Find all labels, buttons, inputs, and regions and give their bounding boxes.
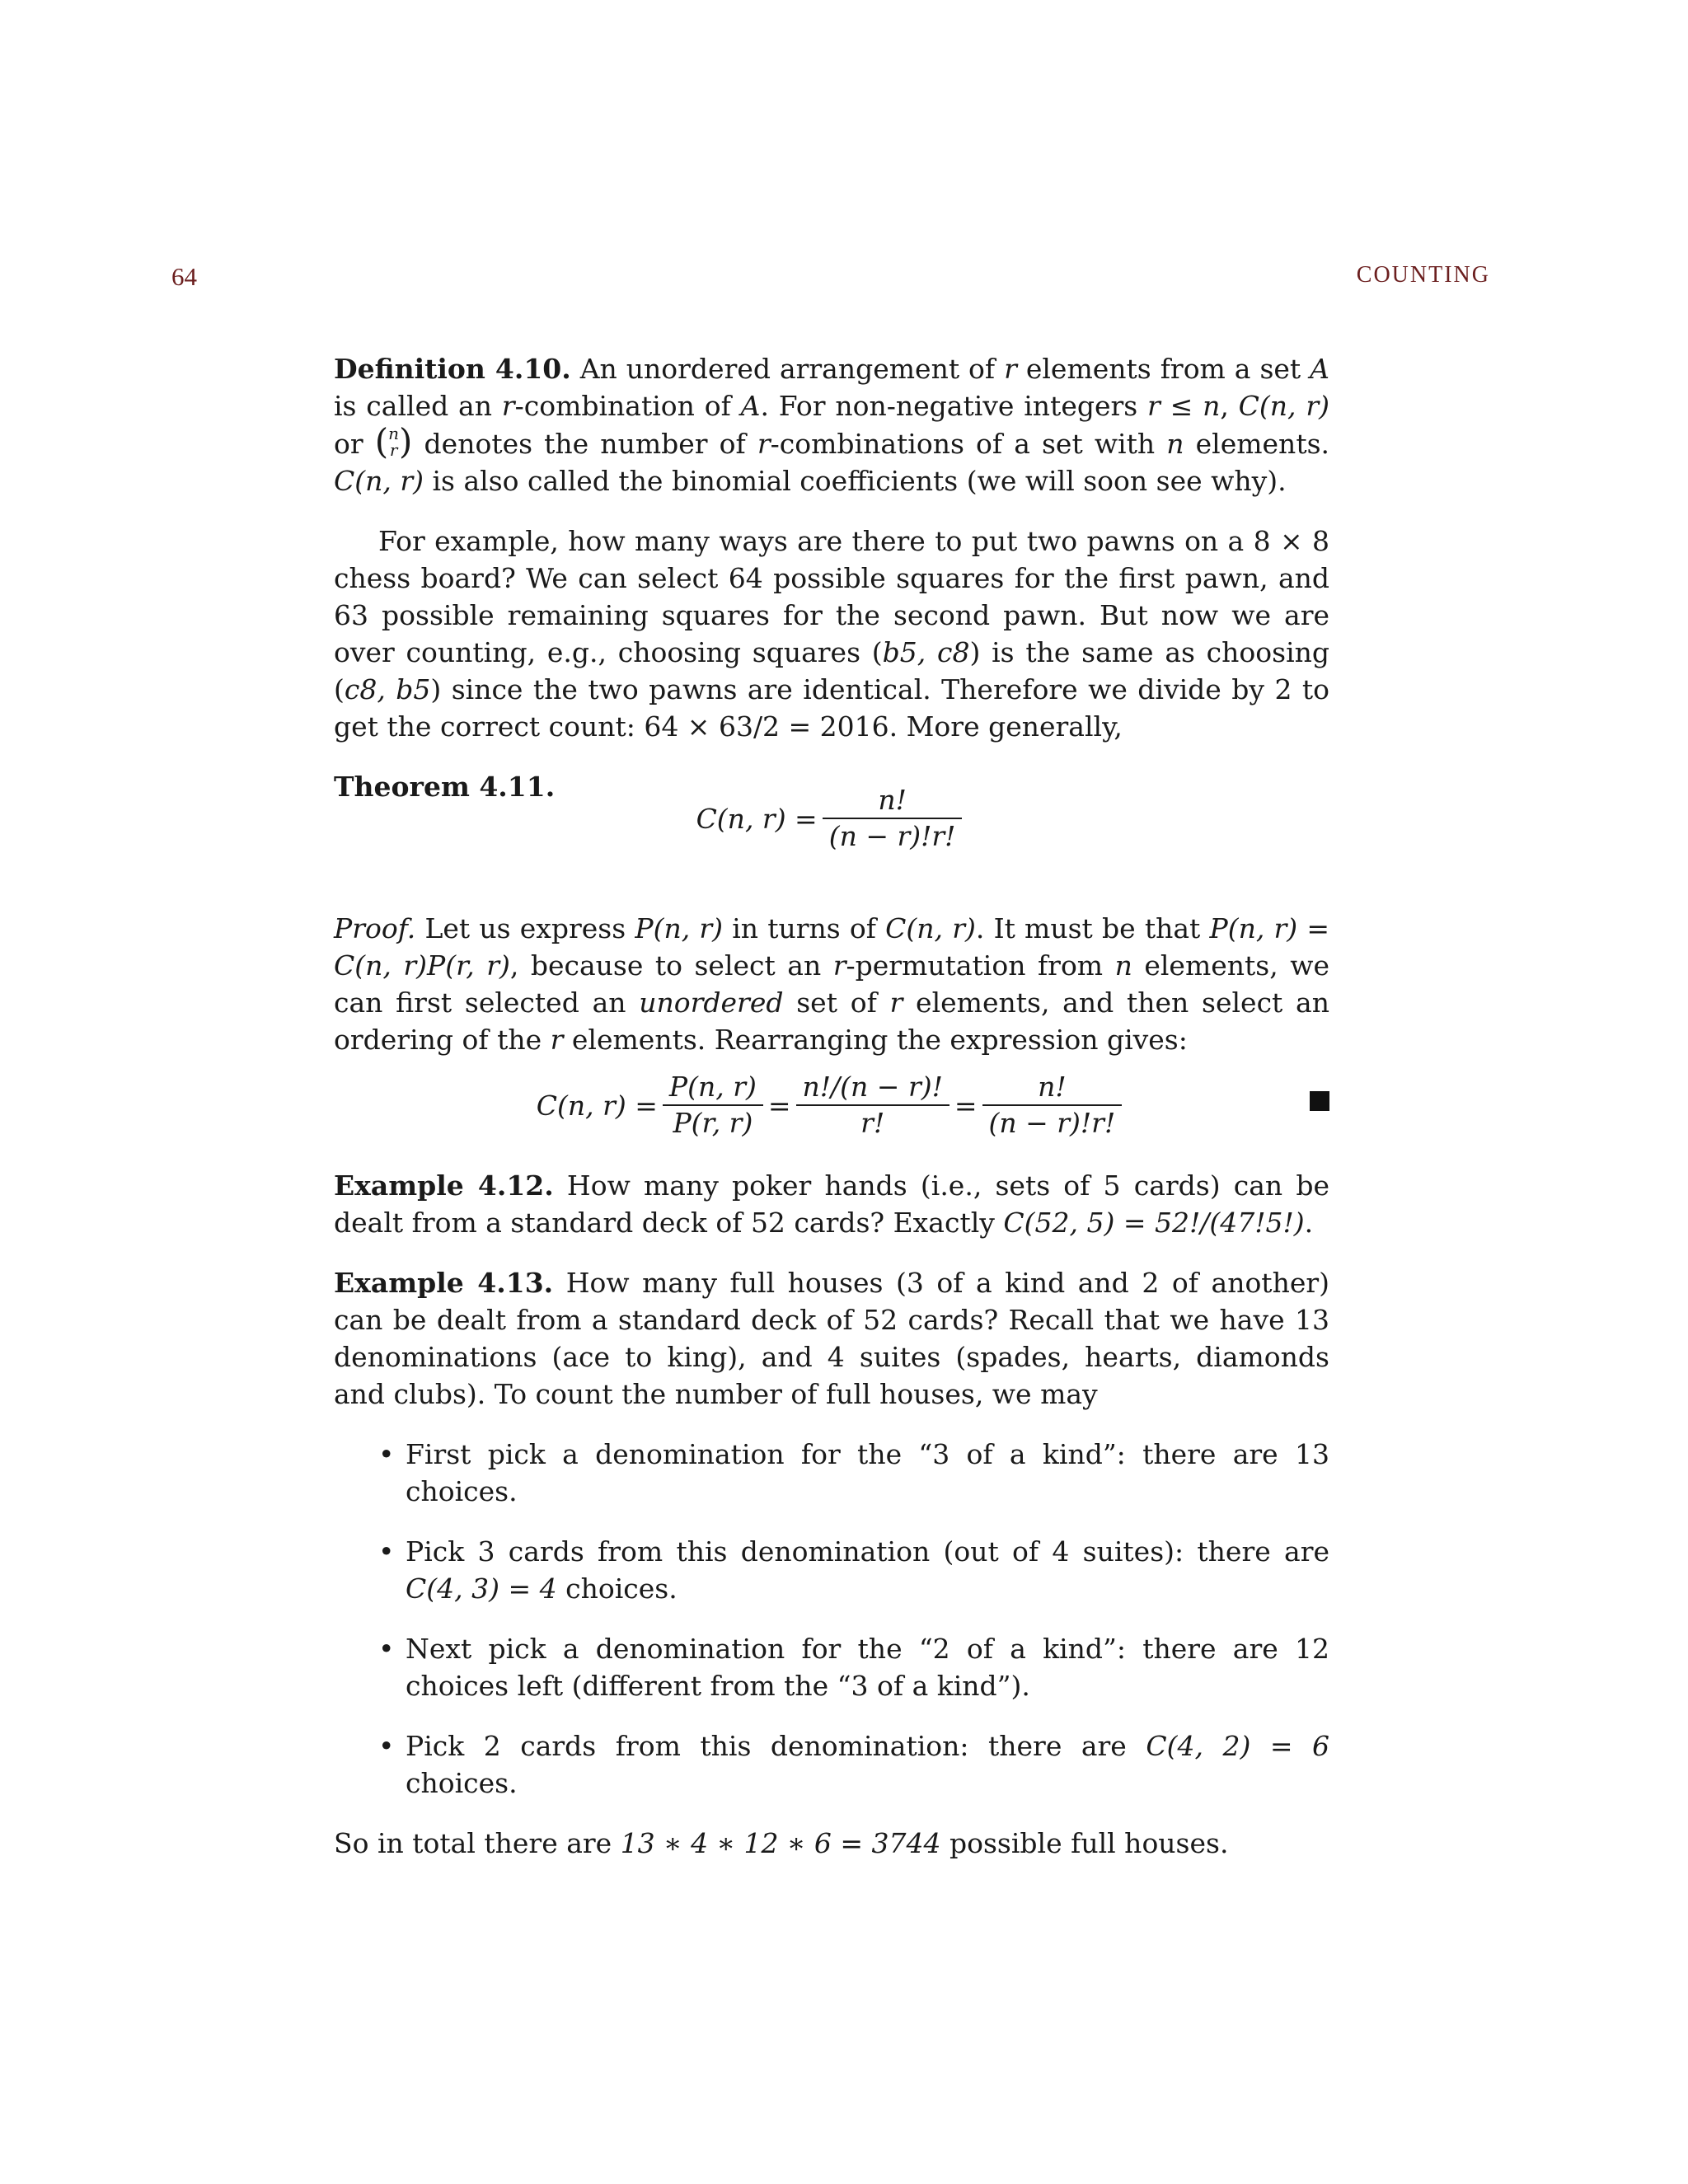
definition-text: elements. (1184, 428, 1329, 460)
math-condition: r ≤ n (1147, 390, 1221, 422)
paragraph-text: ) is the same as choosing ( (334, 636, 1330, 705)
math-squares: c8, b5 (344, 673, 431, 705)
conclusion-paragraph (334, 1825, 1329, 1862)
equals-sign: = (767, 1089, 791, 1122)
math-n: n (1114, 949, 1132, 982)
math-identity: P(n, r) = C(n, r)P(r, r) (334, 912, 1329, 982)
fraction-numerator: n! (823, 783, 963, 819)
list-item (334, 1630, 1329, 1704)
example-4-13 (334, 1264, 1329, 1413)
math-Cnr: C(n, r) (334, 465, 424, 497)
theorem-fraction (823, 783, 963, 854)
page-number: 64 (171, 262, 197, 291)
emphasis-unordered: unordered (639, 987, 784, 1019)
conclusion-text: possible full houses. (940, 1827, 1229, 1859)
conclusion-math: 13 ∗ 4 ∗ 12 ∗ 6 = 3744 (620, 1827, 941, 1859)
qed-square-icon (1310, 1091, 1329, 1111)
math-squares: b5, c8 (882, 636, 970, 668)
fraction-denominator: r! (860, 1107, 885, 1139)
definition-text: or (334, 428, 375, 460)
proof-text: elements, and then select an ordering of the (334, 987, 1329, 1056)
definition-text: -combination of (514, 390, 741, 422)
list-item (334, 1727, 1329, 1802)
fraction-denominator: P(r, r) (673, 1107, 753, 1139)
list-item-text: choices. (406, 1767, 518, 1799)
fraction-numerator: n!/(n − r)! (796, 1070, 950, 1106)
fraction-numerator: n! (982, 1070, 1123, 1106)
math-n: n (1166, 428, 1184, 460)
math-A: A (1310, 353, 1329, 385)
page-body (334, 350, 1329, 1862)
full-house-steps-list (334, 1436, 1329, 1802)
math-r: r (757, 428, 771, 460)
definition-4-10 (334, 350, 1329, 499)
fraction-numerator: P(n, r) (663, 1070, 763, 1106)
proof-paragraph (334, 910, 1329, 1058)
math-r: r (889, 987, 903, 1019)
equals-sign: = (954, 1089, 978, 1122)
example-text: How many full houses (3 of a kind and 2 of another) can be dealt from a standard deck of 52 cards? Recall that we have 13 denominations (ace to king), and 4 suites (spades, hearts, diamonds and clubs). To count the number of full houses, we may (334, 1267, 1330, 1410)
math-Cnr: C(n, r) (885, 912, 976, 944)
definition-text: , (1220, 390, 1239, 422)
proof-label: Proof. (334, 912, 416, 944)
paragraph-text: ) since the two pawns are identical. Therefore we divide by 2 to get the correct count: 64 × 63/2 = 2016. More generally, (334, 673, 1330, 743)
binom-top: n (388, 424, 400, 443)
proof-text: . It must be that (975, 912, 1210, 944)
proof-text: elements, we can first selected an (334, 949, 1329, 1019)
list-item-text: First pick a denomination for the “3 of a kind”: there are 13 choices. (406, 1438, 1329, 1507)
binomial-notation: ( n r ) (374, 421, 413, 462)
proof-text: -permutation from (846, 949, 1115, 982)
proof-text: in turns of (723, 912, 886, 944)
definition-text: is called an (334, 390, 502, 422)
definition-label: Definition 4.10. (334, 353, 571, 385)
definition-text: An unordered arrangement of (570, 353, 1005, 385)
proof-text: set of (783, 987, 890, 1019)
binom-bottom: r (389, 440, 398, 460)
equation-lhs: C(n, r) = (536, 1089, 658, 1122)
list-item (334, 1533, 1329, 1607)
math-r: r (501, 390, 515, 422)
list-item-text: Pick 2 cards from this denomination: there are (406, 1730, 1146, 1762)
theorem-lhs: C(n, r) = (696, 802, 818, 835)
example-text: How many poker hands (i.e., sets of 5 cards) can be dealt from a standard deck of 52 cards? Exactly (334, 1169, 1329, 1239)
proof-text: elements. Rearranging the expression gives: (563, 1024, 1188, 1056)
example-4-12 (334, 1167, 1329, 1241)
math-Cnr: C(n, r) (1238, 390, 1329, 422)
list-item-text: Next pick a denomination for the “2 of a kind”: there are 12 choices left (different from the “3 of a kind”). (406, 1633, 1329, 1702)
list-item-math: C(4, 3) = 4 (406, 1572, 557, 1605)
example-math: C(52, 5) = 52!/(47!5!) (1003, 1207, 1305, 1239)
example-text: . (1304, 1207, 1314, 1239)
theorem-4-11 (334, 768, 1329, 887)
conclusion-text: So in total there are (334, 1827, 621, 1859)
example-label: Example 4.12. (334, 1169, 554, 1202)
fraction-factorials (796, 1070, 950, 1141)
math-A: A (740, 390, 761, 422)
fraction-denominator: (n − r)!r! (988, 1107, 1116, 1139)
math-r: r (832, 949, 846, 982)
definition-text: -combinations of a set with (770, 428, 1167, 460)
list-item-text: choices. (556, 1572, 678, 1605)
chess-example-paragraph (334, 523, 1329, 745)
math-r: r (550, 1024, 564, 1056)
math-r: r (1004, 353, 1017, 385)
list-item (334, 1436, 1329, 1510)
running-title: COUNTING (1356, 262, 1490, 288)
proof-text: Let us express (415, 912, 635, 944)
fraction-P-over-P (663, 1070, 763, 1141)
list-item-text: Pick 3 cards from this denomination (out of 4 suites): there are (406, 1535, 1329, 1568)
paragraph-text: For example, how many ways are there to put two pawns on a 8 × 8 chess board? We can select 64 possible squares for the first pawn, and 63 possible remaining squares for the second pawn. But now we are over counting, e.g., choosing squares ( (334, 525, 1329, 668)
list-item-math: C(4, 2) = 6 (1146, 1730, 1329, 1762)
definition-text: . For non-negative integers (760, 390, 1148, 422)
math-Pnr: P(n, r) (635, 912, 724, 944)
fraction-final (982, 1070, 1123, 1141)
theorem-equation (334, 768, 1329, 887)
example-label: Example 4.13. (334, 1267, 554, 1299)
fraction-denominator: (n − r)!r! (828, 820, 956, 852)
definition-text: elements from a set (1016, 353, 1311, 385)
proof-display-equation (334, 1058, 1329, 1144)
definition-text: denotes the number of (412, 428, 757, 460)
proof-text: , because to select an (509, 949, 833, 982)
definition-text: is also called the binomial coefficients (we will soon see why). (424, 465, 1287, 497)
theorem-label: Theorem 4.11. (334, 771, 556, 803)
